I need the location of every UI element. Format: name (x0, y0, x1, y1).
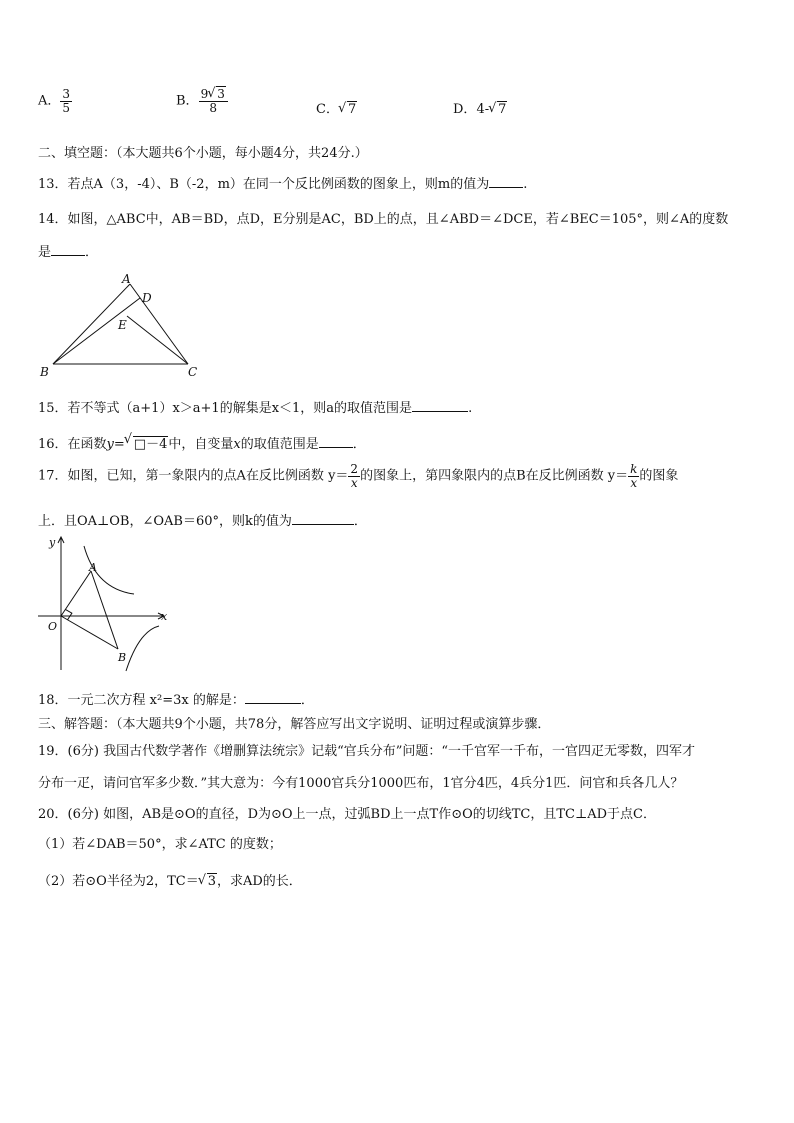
question-17-part3: 的图象 (639, 468, 679, 484)
option-c-radicand: 7 (347, 102, 357, 117)
question-20-line1: 20．(6分) 如图，AB是⊙O的直径，D为⊙O上一点，过弧BD上一点T作⊙O的切线TC，且TC⊥AD于点C． (38, 807, 656, 822)
question-14-line2-start: 是 (38, 245, 52, 260)
fraction-2-over-x (348, 463, 360, 489)
question-14-line1: 14．如图，△ABC中，AB＝BD，点D，E分别是AC，BD上的点，且∠ABD＝∠DCE，若∠BEC＝105°，则∠A的度数 (38, 212, 729, 227)
fraction-2-numerator: k (630, 462, 638, 476)
point-a-label: A (89, 561, 97, 574)
option-a-label: A． (38, 93, 61, 109)
option-b-fraction (199, 88, 228, 114)
option-d (453, 98, 507, 117)
option-a-fraction (60, 88, 72, 114)
question-16-mid: 中，自变量 (168, 437, 234, 452)
segment-ce (127, 316, 188, 364)
side-ac (130, 284, 188, 364)
sqrt-3-radicand: 3 (207, 874, 216, 889)
question-14-line2 (38, 241, 98, 260)
option-d-sqrt (489, 102, 507, 117)
question-18-text: 18．一元二次方程 x²=3x 的解是： (38, 693, 245, 708)
section-3-heading: 三、解答题：（本大题共9个小题，共78分，解答应写出文字说明、证明过程或演算步骤． (38, 717, 551, 732)
fraction-2-denominator: x (630, 475, 638, 490)
option-a-denominator: 5 (62, 100, 71, 115)
question-13-end: . (523, 177, 528, 192)
function-y-equals: y= (106, 437, 125, 452)
question-13-text: 13．若点A（3，-4）、B（-2，m）在同一个反比例函数的图象上，则m的值为 (38, 177, 490, 192)
option-d-prefix: 4- (476, 102, 490, 117)
question-13 (38, 173, 527, 192)
right-angle-mark (65, 609, 72, 619)
hyperbola-fourth-quadrant (126, 626, 159, 671)
question-20-part2-end: ，求AD的长． (217, 874, 302, 889)
option-b-radicand: 3 (217, 87, 225, 101)
point-b-label: B (40, 365, 49, 379)
x-axis-label: x (161, 610, 168, 623)
option-b-coefficient: 9 (200, 87, 209, 101)
variable-x: x (233, 437, 241, 452)
origin-label: O (48, 620, 58, 633)
option-b (176, 88, 228, 114)
point-b-label: B (118, 651, 127, 664)
option-d-label: D． (453, 102, 477, 117)
option-a-numerator: 3 (62, 87, 71, 101)
section-2-heading: 二、填空题：（本大题共6个小题，每小题4分，共24分.） (38, 146, 368, 161)
question-20-part1: （1）若∠DAB＝50°，求∠ATC 的度数； (38, 837, 282, 852)
fraction-k-over-x (628, 463, 639, 489)
question-20-part2-start: （2）若⊙O半径为2，TC＝ (38, 874, 199, 889)
answer-blank-14 (51, 244, 85, 256)
sqrt-3 (199, 874, 217, 889)
question-18-end: ． (300, 693, 314, 708)
fraction-1-numerator: 2 (350, 462, 359, 476)
question-14-line2-end: ． (85, 245, 99, 260)
question-15 (38, 397, 472, 416)
point-e-label: E (118, 318, 127, 332)
point-d-label: D (142, 291, 152, 305)
question-17-line1 (38, 463, 678, 489)
option-b-denominator: 8 (209, 100, 218, 115)
question-16 (38, 433, 366, 452)
option-c-sqrt (339, 102, 357, 117)
sqrt-radicand: □－4 (133, 437, 168, 452)
coordinate-figure (34, 534, 174, 674)
question-18 (38, 689, 314, 708)
answer-blank-13 (489, 176, 523, 188)
answer-blank-18 (245, 692, 301, 704)
option-b-label: B． (176, 93, 199, 109)
fraction-1-denominator: x (350, 475, 358, 490)
question-17-part2: 的图象上，第四象限内的点B在反比例函数 y＝ (360, 468, 629, 484)
triangle-figure (36, 270, 206, 382)
question-19-line2: 分布一疋，请问官军多少数．”其大意为：今有1000官兵分1000匹布，1官分4匹，4兵分1匹．问官和兵各几人？ (38, 776, 684, 791)
point-a-label: A (122, 272, 131, 286)
segment-ob (61, 616, 118, 649)
question-16-text: 16．在函数 (38, 437, 107, 452)
option-c-label: C． (316, 102, 339, 117)
segment-bd (53, 298, 140, 364)
question-16-rest: 的取值范围是 (240, 437, 319, 452)
option-c (316, 98, 357, 117)
option-d-radicand: 7 (498, 102, 507, 117)
question-19-line1: 19．(6分) 我国古代数学著作《增删算法统宗》记载“官兵分布”问题：“一千官军一千布，一官四疋无零数，四军才 (38, 744, 696, 759)
sqrt-expression (125, 433, 169, 452)
option-a (38, 88, 72, 114)
question-17-line2 (38, 510, 367, 529)
segment-ab (91, 571, 118, 649)
answer-blank-16 (319, 436, 353, 448)
point-c-label: C (188, 365, 198, 379)
question-15-end: . (468, 401, 473, 416)
question-17-end: ． (353, 514, 367, 529)
question-17-line2-text: 上．且OA⊥OB，∠OAB＝60°，则k的值为 (38, 514, 292, 529)
answer-blank-15 (412, 400, 468, 412)
y-axis-label: y (49, 536, 56, 549)
question-20-part2 (38, 870, 302, 889)
question-16-end: ． (352, 437, 366, 452)
question-17-part1: 17．如图，已知，第一象限内的点A在反比例函数 y＝ (38, 468, 349, 484)
question-15-text: 15．若不等式（a+1）x＞a+1的解集是x＜1，则a的取值范围是 (38, 401, 413, 416)
answer-blank-17 (292, 513, 354, 525)
